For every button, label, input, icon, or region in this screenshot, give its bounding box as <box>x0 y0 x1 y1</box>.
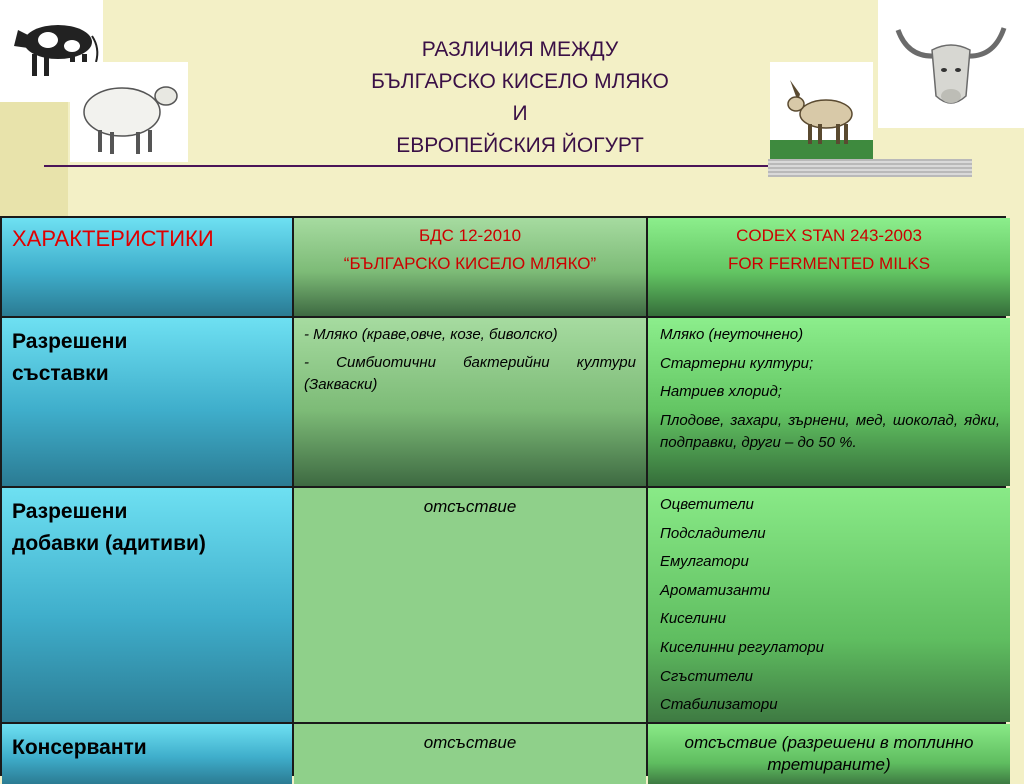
title-line-1: РАЗЛИЧИЯ МЕЖДУ <box>421 38 619 61</box>
codex-additive-item: Сгъстители <box>660 667 754 685</box>
codex-additive-item: Стабилизатори <box>660 696 778 714</box>
header-codex-name: FOR FERMENTED MILKS <box>727 254 931 273</box>
codex-additives <box>648 488 1010 722</box>
codex-preservatives-value: отсъствие (разрешени в топлинно третираните) <box>684 733 974 774</box>
bds-ingredient-item: - Симбиотични бактерийни култури (Закваски) <box>304 354 636 393</box>
header-characteristics-label: ХАРАКТЕРИСТИКИ <box>12 226 214 251</box>
comparison-table <box>0 216 1006 776</box>
codex-additive-item: Подсладители <box>660 524 766 542</box>
header-characteristics <box>2 218 292 316</box>
codex-ingredient-item: Плодове, захари, зърнени, мед, шоколад, ядки, подправки, други – до 50 %. <box>660 411 1000 451</box>
bds-additives <box>294 488 646 722</box>
title-underline <box>44 165 782 167</box>
title-line-2: БЪЛГАРСКО КИСЕЛО МЛЯКО <box>371 70 669 93</box>
bds-preservatives-value: отсъствие <box>423 733 517 752</box>
title-line-3: И <box>512 102 528 125</box>
slide-title <box>330 34 710 162</box>
header-bds <box>294 218 646 316</box>
codex-preservatives <box>648 724 1010 784</box>
buffalo-image <box>878 0 1024 128</box>
title-line-4: ЕВРОПЕЙСКИЯ ЙОГУРТ <box>396 134 644 157</box>
row-label-additives <box>2 488 292 722</box>
header-bds-code: БДС 12-2010 <box>418 226 522 245</box>
codex-additive-item: Емулгатори <box>660 553 749 571</box>
codex-ingredient-item: Натриев хлорид; <box>660 383 782 401</box>
header-codex-code: CODEX STAN 243-2003 <box>736 226 922 245</box>
row-label-preservatives-line1: Консерванти <box>12 736 147 759</box>
sheep-image <box>70 62 188 162</box>
row-label-ingredients-line1: Разрешени <box>12 330 128 353</box>
row-label-additives-line1: Разрешени <box>12 500 128 523</box>
bds-ingredient-item: - Мляко (краве,овче, козе, биволско) <box>304 326 558 343</box>
codex-additive-item: Оцветители <box>660 496 754 513</box>
row-label-ingredients <box>2 318 292 486</box>
row-label-preservatives <box>2 724 292 784</box>
header-bds-name: “БЪЛГАРСКО КИСЕЛО МЛЯКО” <box>343 254 597 273</box>
codex-additive-item: Киселинни регулатори <box>660 638 824 656</box>
codex-ingredient-item: Мляко (неуточнено) <box>660 326 804 343</box>
codex-additive-item: Киселини <box>660 610 726 628</box>
row-label-ingredients-line2: съставки <box>12 362 109 385</box>
codex-ingredient-item: Стартерни култури; <box>660 354 814 372</box>
codex-ingredients <box>648 318 1010 486</box>
goat-image <box>770 62 873 162</box>
header-codex <box>648 218 1010 316</box>
decorative-gray-bar <box>768 159 972 177</box>
bds-preservatives <box>294 724 646 784</box>
row-label-additives-line2: добавки (адитиви) <box>12 532 206 555</box>
codex-additive-item: Ароматизанти <box>660 581 771 599</box>
bds-ingredients <box>294 318 646 486</box>
bds-additives-value: отсъствие <box>423 497 517 516</box>
